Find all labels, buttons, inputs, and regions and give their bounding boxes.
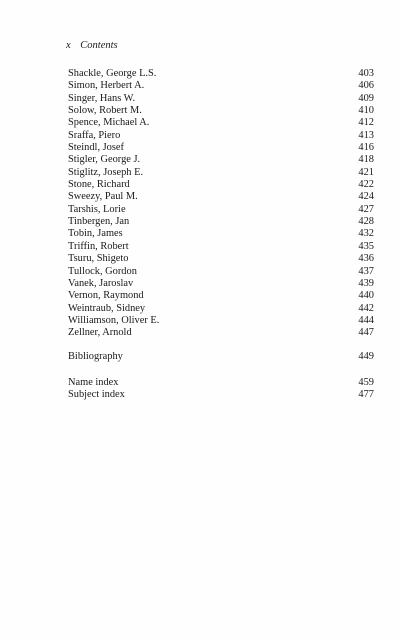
running-head — [66, 40, 118, 51]
toc-entry — [68, 80, 374, 92]
entry-title: Vernon, Raymond — [68, 290, 144, 302]
entry-title: Solow, Robert M. — [68, 105, 142, 117]
entry-title: Sweezy, Paul M. — [68, 191, 138, 203]
entry-page-number: 449 — [358, 351, 374, 362]
index-section — [68, 377, 374, 402]
page-folio: x — [66, 40, 71, 51]
entry-page-number: 432 — [358, 228, 374, 240]
entry-title: Weintraub, Sidney — [68, 302, 146, 314]
entry-title: Tobin, James — [68, 228, 123, 240]
entry-page-number: 477 — [358, 389, 374, 401]
entry-page-number: 421 — [358, 166, 374, 178]
entry-page-number: 406 — [358, 80, 374, 92]
entry-page-number: 436 — [358, 253, 374, 265]
toc-entry — [68, 154, 374, 166]
entry-page-number: 410 — [358, 105, 374, 117]
toc-entry — [68, 142, 374, 154]
entry-title: Triffin, Robert — [68, 240, 129, 252]
entry-page-number: 416 — [358, 142, 374, 154]
entry-title: Stiglitz, Joseph E. — [68, 166, 144, 178]
entry-page-number: 440 — [358, 290, 374, 302]
entry-title: Tsuru, Shigeto — [68, 253, 129, 265]
toc-entry — [68, 191, 374, 203]
toc-entry-subject-index — [68, 389, 374, 401]
toc-entry — [68, 93, 374, 105]
entry-title: Spence, Michael A. — [68, 117, 150, 129]
toc-entry — [68, 241, 374, 253]
toc-entry — [68, 130, 374, 142]
toc-entry — [68, 167, 374, 179]
entry-title: Steindl, Josef — [68, 142, 124, 154]
entry-title: Shackle, George L.S. — [68, 68, 157, 79]
toc-entry — [68, 278, 374, 290]
toc-entry — [68, 315, 374, 327]
entry-title: Subject index — [68, 389, 125, 401]
entry-page-number: 459 — [358, 377, 374, 388]
entry-page-number: 418 — [358, 154, 374, 166]
entry-title: Bibliography — [68, 351, 123, 362]
toc-entry — [68, 216, 374, 228]
running-head-title: Contents — [80, 40, 118, 51]
entry-page-number: 422 — [358, 179, 374, 191]
entry-page-number: 409 — [358, 92, 374, 104]
toc-entry-name-index — [68, 377, 374, 389]
toc-entry — [68, 105, 374, 117]
toc-entry — [68, 327, 374, 339]
toc-entry — [68, 228, 374, 240]
entry-title: Simon, Herbert A. — [68, 80, 145, 92]
toc-entry — [68, 290, 374, 302]
entry-page-number: 444 — [358, 314, 374, 326]
entry-title: Singer, Hans W. — [68, 92, 136, 104]
toc-entry-bibliography — [68, 351, 374, 363]
entry-title: Vanek, Jaroslav — [68, 277, 134, 289]
entry-title: Zellner, Arnold — [68, 327, 132, 339]
entry-page-number: 403 — [358, 68, 374, 79]
entry-title: Stone, Richard — [68, 179, 130, 191]
toc-entry — [68, 266, 374, 278]
entry-page-number: 413 — [358, 129, 374, 141]
entry-page-number: 424 — [358, 191, 374, 203]
entry-title: Tarshis, Lorie — [68, 203, 126, 215]
entry-title: Name index — [68, 377, 119, 388]
entry-page-number: 442 — [358, 302, 374, 314]
contents-list — [68, 68, 374, 340]
toc-entry — [68, 253, 374, 265]
entry-page-number: 427 — [358, 203, 374, 215]
entry-title: Stigler, George J. — [68, 154, 141, 166]
toc-entry — [68, 117, 374, 129]
entry-page-number: 412 — [358, 117, 374, 129]
entry-title: Tinbergen, Jan — [68, 216, 130, 228]
entry-title: Tullock, Gordon — [68, 265, 137, 277]
entry-page-number: 447 — [358, 327, 374, 339]
toc-entry — [68, 303, 374, 315]
toc-entry — [68, 204, 374, 216]
entry-page-number: 428 — [358, 216, 374, 228]
entry-page-number: 437 — [358, 265, 374, 277]
bibliography-section — [68, 351, 374, 363]
entry-title: Williamson, Oliver E. — [68, 314, 160, 326]
entry-title: Sraffa, Piero — [68, 129, 121, 141]
entry-page-number: 439 — [358, 277, 374, 289]
entry-page-number: 435 — [358, 240, 374, 252]
toc-entry — [68, 179, 374, 191]
toc-entry — [68, 68, 374, 80]
